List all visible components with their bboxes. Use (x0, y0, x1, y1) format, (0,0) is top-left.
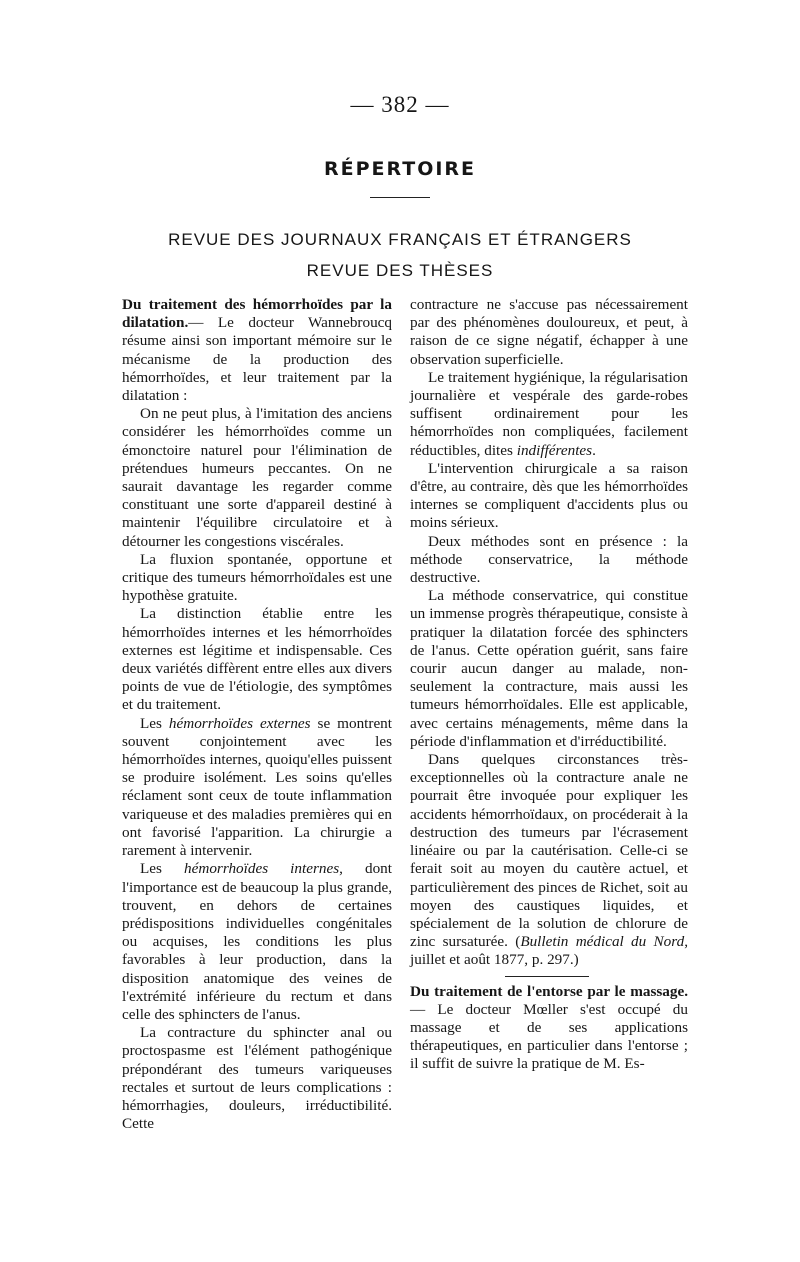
article-paragraph: Deux méthodes sont en présence : la méthode conservatrice, la méthode destructive. (410, 532, 688, 587)
section-title: RÉPERTOIRE (323, 158, 477, 180)
subtitle-theses: REVUE DES THÈSES (306, 261, 494, 280)
article-separator (505, 976, 589, 977)
paragraph-text: , dont l'importance est de beaucoup la plus grande, trouvent, en dehors de certaines prédispositions individuelles congénitales ou acquises, les conditions les plus favorables à leur production, dans la disposition anatomique des veines de l'extrémité inférieure du rectum et dans celle des sphincters de l'anus. (122, 860, 392, 1023)
article-paragraph (122, 860, 392, 1024)
left-column (122, 296, 392, 1133)
title-rule (370, 197, 430, 198)
paragraph-text: Dans quelques circonstances très-exceptionnelles où la contracture anale ne pourrait être invoquée pour expliquer les accidents hémorrhoïdaux, on procéderait à la destruction des tumeurs par l'écrasement linéaire ou par la cautérisation. Celle-ci se ferait soit au moyen du cautère actuel, et particulièrement des pinces de Richet, soit au moyen des caustiques liquides, et spécialement de la solution de chlorure de zinc sursaturée. ( (410, 751, 688, 951)
article-paragraph: On ne peut plus, à l'imitation des anciens considérer les hémorrhoïdes comme un émonctoire naturel pour l'élimination de prétendues humeurs peccantes. On ne saurait davantage les regarder comme constituant une sorte d'appareil destiné à maintenir l'équilibre circulatoire et à détourner les congestions viscérales. (122, 405, 392, 550)
paragraph-text: Les (140, 714, 169, 732)
paragraph-text: . (592, 441, 596, 459)
italic-term: hémorrhoïdes externes (168, 714, 311, 732)
article-paragraph: L'intervention chirurgicale a sa raison d'être, au contraire, dès que les hémorrhoïdes internes se compliquent d'accidents plus ou moins sérieux. (410, 459, 688, 532)
paragraph-text: Les (140, 860, 185, 878)
article-paragraph (122, 715, 392, 861)
paragraph-text: Le traitement hygiénique, la régularisation journalière et vespérale des garde-robes suffisent ordinairement pour les hémorrhoïdes non compliquées, facilement réductibles, dites (410, 368, 688, 459)
paragraph-text: — Le docteur Mœller s'est occupé du massage et de ses applications thérapeutiques, en particulier dans l'entorse ; il suffit de suivre la pratique de M. Es- (410, 1000, 688, 1073)
article-paragraph: La distinction établie entre les hémorrhoïdes internes et les hémorrhoïdes externes est légitime et indispensable. Ces deux variétés diffèrent entre elles aux divers points de vue de l'étiologie, des symptômes et du traitement. (122, 605, 392, 714)
article-paragraph: contracture ne s'accuse pas nécessairement par des phénomènes douloureux, et peut, à raison de ce signe négatif, échapper à une observation superficielle. (410, 296, 688, 368)
article-paragraph (410, 369, 688, 460)
article-paragraph (410, 983, 688, 1074)
paragraph-text: se montrent souvent conjointement avec les hémorrhoïdes internes, quoiqu'elles puissent se produire isolément. Les soins qu'elles réclament sont ceux de toute inflammation variqueuse et des maladies premières qui en ont favorisé l'apparition. La chirurgie a rarement à intervenir. (122, 714, 392, 860)
right-column (410, 296, 688, 1074)
article-heading-sprain: Du traitement de l'entorse par le massage. (410, 982, 688, 1000)
article-heading-hemorrhoids: Du traitement des hémorrhoïdes par la dilatation. (122, 296, 392, 332)
article-paragraph (122, 296, 392, 405)
subtitle-journals: REVUE DES JOURNAUX FRANÇAIS ET ÉTRANGERS (168, 230, 632, 249)
article-paragraph: La fluxion spontanée, opportune et critique des tumeurs hémorrhoïdales est une hypothèse gratuite. (122, 550, 392, 605)
italic-term: indifférentes (516, 441, 593, 459)
italic-term: hémorrhoïdes internes (184, 860, 340, 878)
paragraph-text: — Le docteur Wannebroucq résume ainsi son important mémoire sur le mécanisme de la production des hémorrhoïdes, et leur traitement par la dilatation : (122, 314, 392, 405)
article-paragraph (410, 751, 688, 969)
article-paragraph: La méthode conservatrice, qui constitue un immense progrès thérapeutique, consiste à pratiquer la dilatation forcée des sphincters de l'anus. Cette opération guérit, sans faire courir aucun danger au malade, non-seulement la contracture, mais aussi les tumeurs hémorrhoïdales. Elle est applicable, avec certains ménagements, même dans la période d'inflammation et d'irréductibilité. (410, 587, 688, 750)
article-paragraph: La contracture du sphincter anal ou proctospasme est l'élément pathogénique prépondérant des tumeurs variqueuses rectales et surtout de leurs complications : hémorrhagies, douleurs, irréductibilité. Cette (122, 1024, 392, 1133)
paragraph-text: , juillet et août 1877, p. 297.) (410, 933, 689, 969)
page-number: — 382 — (350, 92, 450, 117)
citation-journal: Bulletin médical du Nord (520, 933, 685, 951)
